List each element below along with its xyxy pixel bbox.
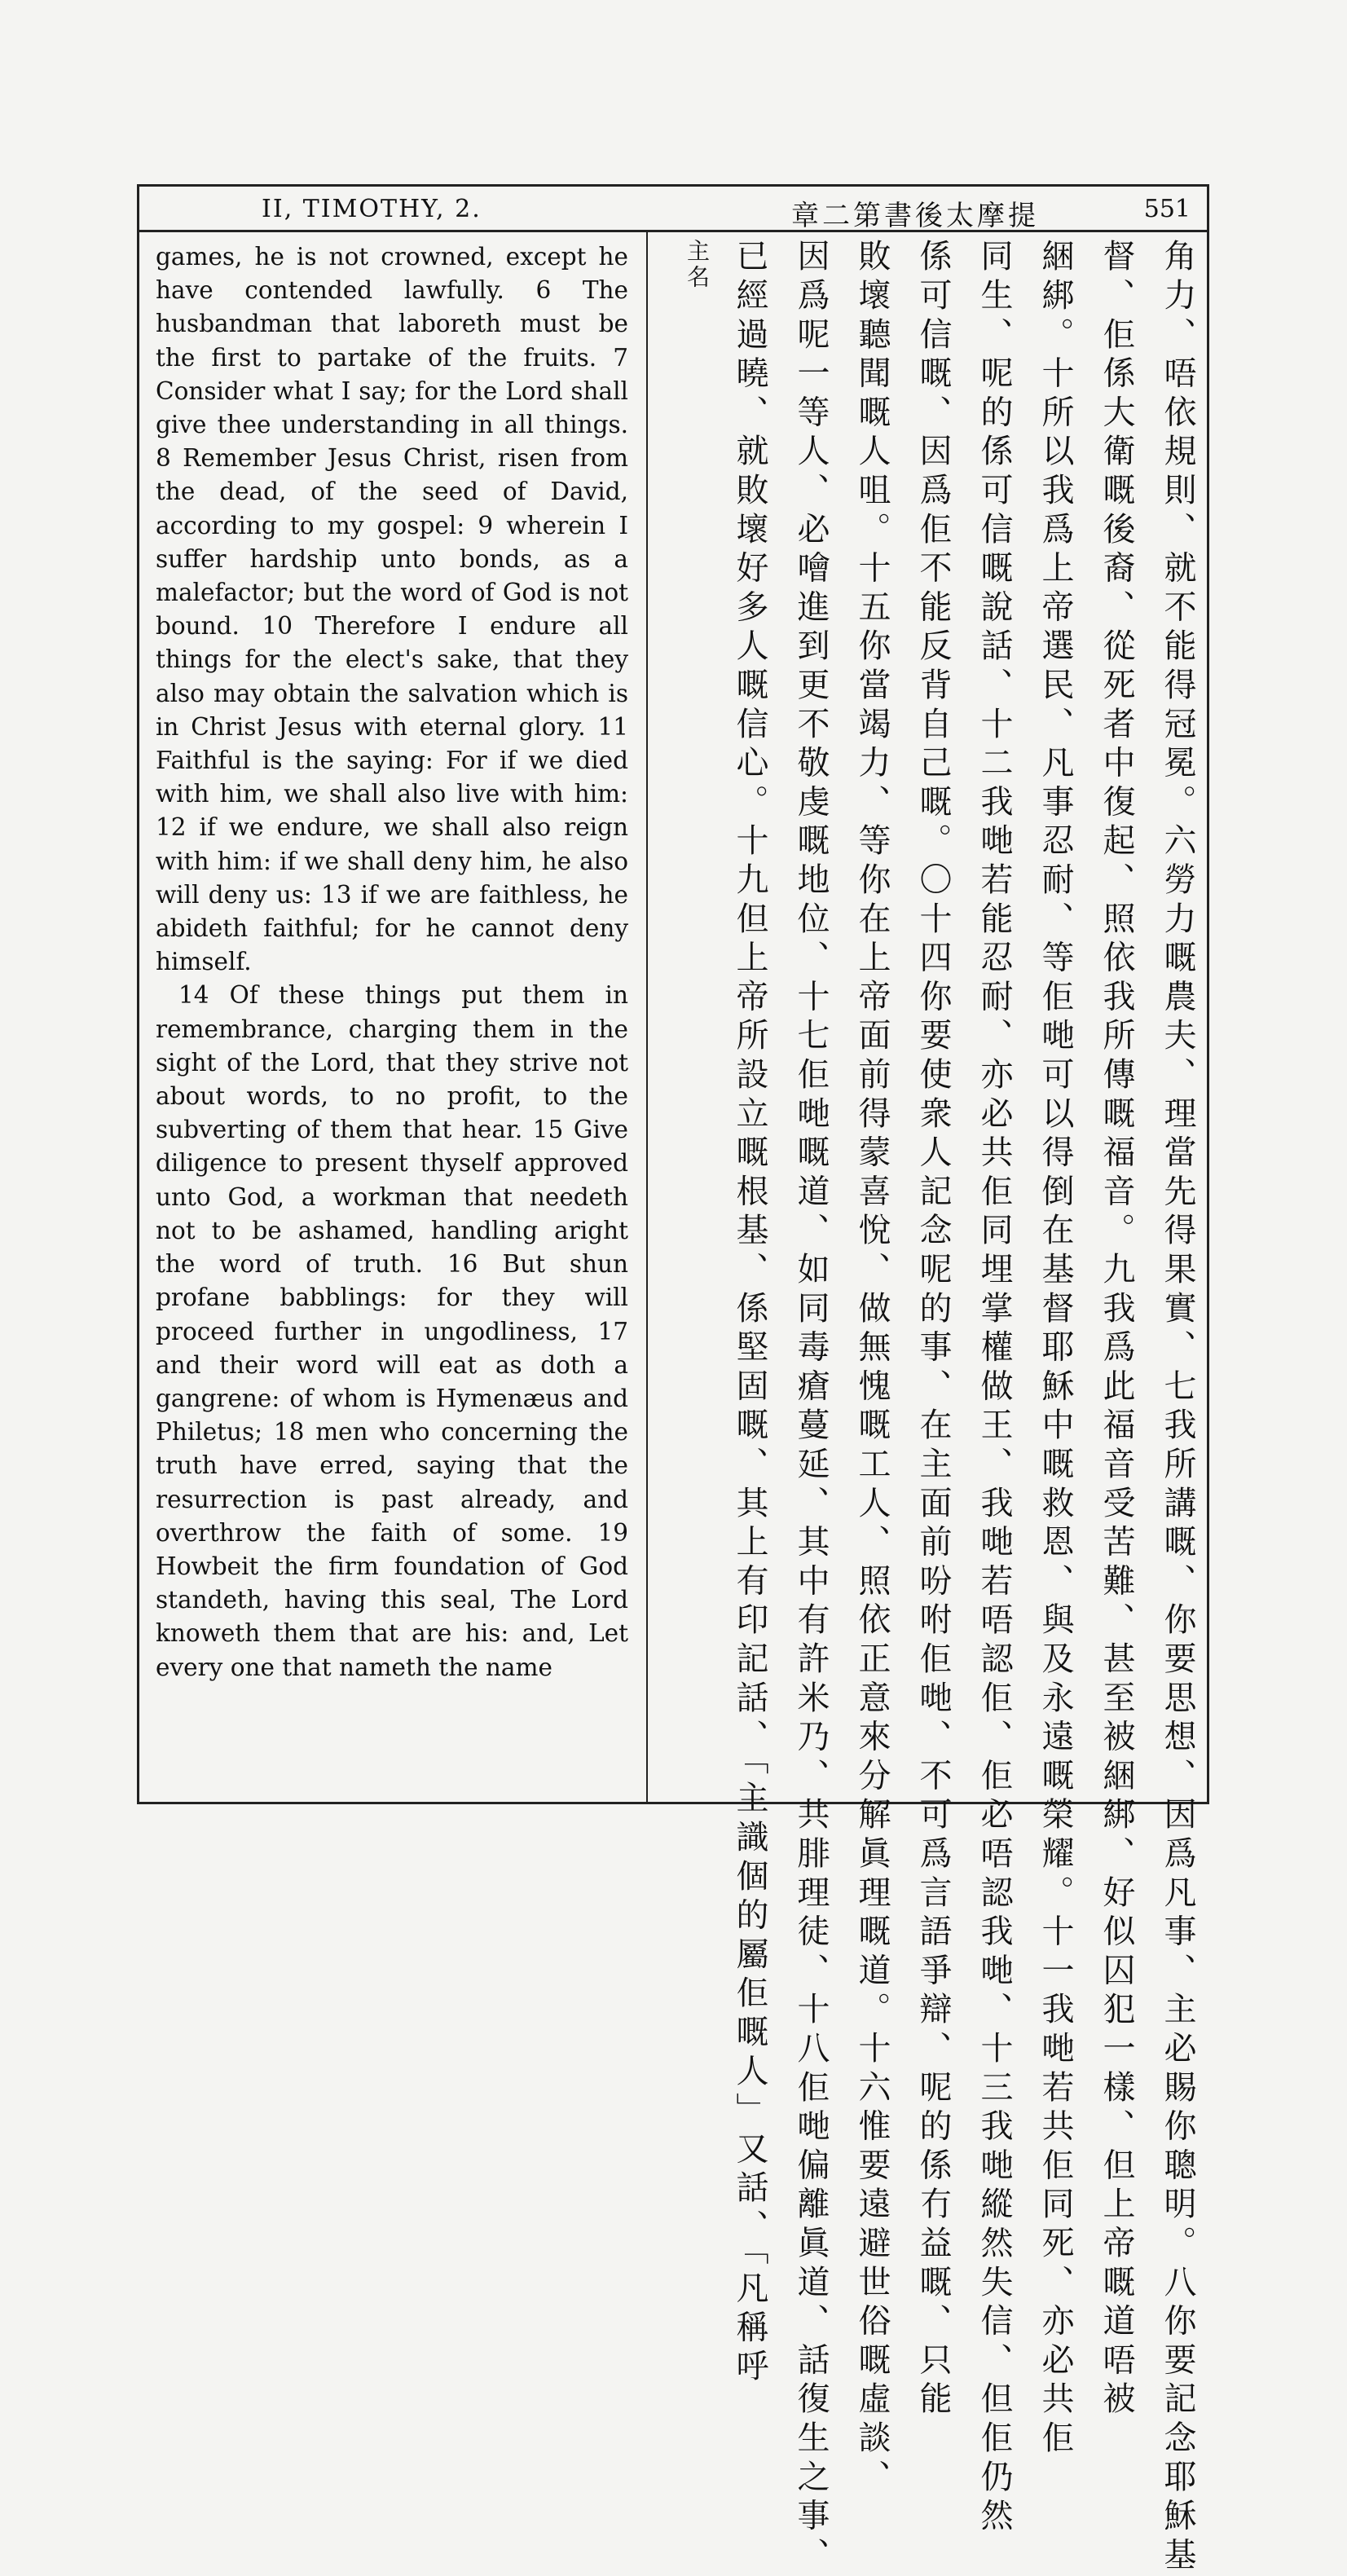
chinese-column [661, 239, 1199, 2576]
chinese-line-5: 係可信嘅、因爲佢不能反背自己嘅。〇十四你要使衆人記念呢的事、在主面前吩咐佢哋、不可爲言語爭辯、呢的係冇益嘅、只能 [914, 239, 952, 2420]
chinese-line-8: 已經過曉、就敗壞好多人嘅信心。十九但上帝所設立嘅根基、係堅固嘅、其上有印記話、「主識個的屬佢嘅人」又話、「凡稱呼 [731, 239, 768, 2388]
english-column [156, 240, 628, 1684]
running-head-english: II, TIMOTHY, 2. [262, 195, 482, 223]
english-paragraph-1: games, he is not crowned, except he have contended lawfully. 6 The husbandman that laboreth must be the first to partake of the fruits. 7 Consider what I say; for the Lord shall give thee understanding in all things. 8 Remember Jesus Christ, risen from the dead, of the seed of David, according to my gospel: 9 wherein I suffer hardship unto bonds, as a malefactor; but the word of God is not bound. 10 Therefore I endure all things for the elect's sake, that they also may obtain the salvation which is in Christ Jesus with eternal glory. 11 Faithful is the saying: For if we died with him, we shall also live with him: 12 if we endure, we shall also reign with him: if we shall deny him, he also will deny us: 13 if we are faithless, he abideth faithful; for he cannot deny himself. [156, 243, 628, 976]
page-header [139, 187, 1207, 232]
chinese-line-3: 綑綁。十所以我爲上帝選民、凡事忍耐、等佢哋可以得倒在基督耶穌中嘅救恩、與及永遠嘅榮耀。十一我哋若共佢同死、亦必共佢 [1037, 239, 1074, 2459]
chinese-line-1: 角力、唔依規則、就不能得冠冕。六勞力嘅農夫、理當先得果實、七我所講嘅、你要思想、因爲凡事、主必賜你聰明。八你要記念耶穌基 [1159, 239, 1196, 2576]
page-frame [137, 184, 1209, 2576]
chinese-line-4: 同生、呢的係可信嘅說話、十二我哋若能忍耐、亦必共佢同埋掌權做王、我哋若唔認佢、佢必唔認我哋、十三我哋縱然失信、但佢仍然 [975, 239, 1013, 2538]
chinese-line-6: 敗壞聽聞嘅人咀。十五你當竭力、等你在上帝面前得蒙喜悅、做無愧嘅工人、照依正意來分解眞理嘅道。十六惟要遠避世俗嘅虛談、 [853, 239, 891, 2499]
chinese-line-2: 督、佢係大衛嘅後裔、從死者中復起、照依我所傳嘅福音。九我爲此福音受苦難、甚至被綑綁、好似囚犯一樣、但上帝嘅道唔被 [1098, 239, 1135, 2420]
column-divider [646, 232, 648, 1802]
running-head-chinese: 章二第書後太摩提 [791, 200, 1039, 232]
english-paragraph-2: 14 Of these things put them in remembrance, charging them in the sight of the Lord, that they strive not about words, to no profit, to the subverting of them that hear. 15 Give diligence to present thyself approved unto God, a workman that needeth not to be ashamed, handling aright the word of truth. 16 But shun profane babblings: for they will proceed further in ungodliness, 17 and their word will eat as doth a gangrene: of whom is Hymenæus and Philetus; 18 men who concerning the truth have erred, saying that the resurrection is past already, and overthrow the faith of some. 19 Howbeit the firm foundation of God standeth, having this seal, The Lord knoweth them that are his: and, Let every one that nameth the name [156, 981, 628, 1681]
chinese-line-7: 因爲呢一等人、必噲進到更不敬虔嘅地位、十七佢哋嘅道、如同毒瘡蔓延、其中有許米乃、共腓理徒、十八佢哋偏離眞道、話復生之事、 [792, 239, 830, 2576]
chinese-margin-note: 主名 [684, 239, 711, 291]
page-number: 551 [1143, 195, 1191, 223]
